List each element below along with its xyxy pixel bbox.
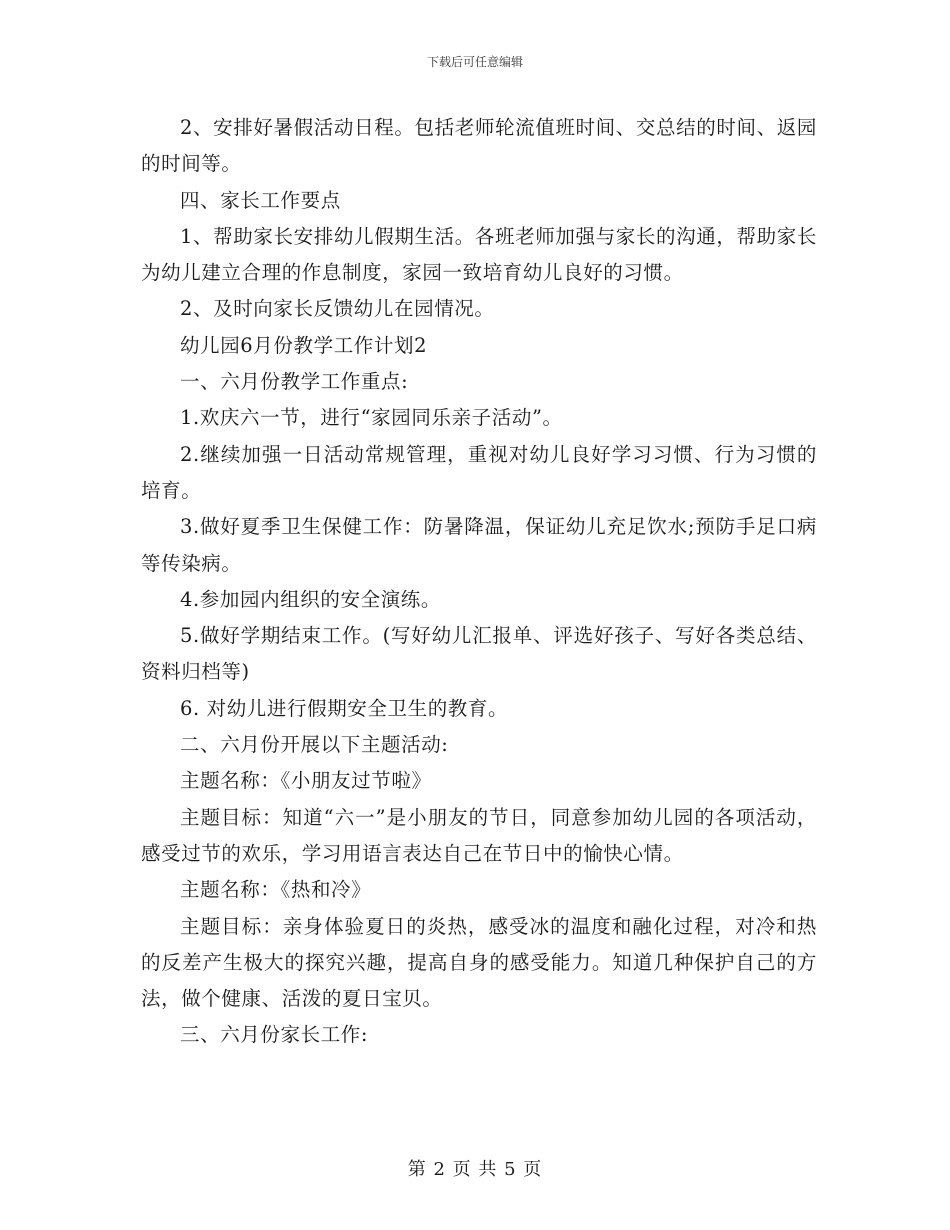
paragraph: 2.继续加强一日活动常规管理，重视对幼儿良好学习习惯、行为习惯的培育。 [141,442,817,502]
theme-name: 主题名称：《热和冷》 [180,878,372,902]
paragraph: 1、帮助家长安排幼儿假期生活。各班老师加强与家长的沟通，帮助家长为幼儿建立合理的作息制度，家园一致培育幼儿良好的习惯。 [141,224,817,285]
paragraph: 5.做好学期结束工作。(写好幼儿汇报单、评选好孩子、写好各类总结、资料归档等) [141,624,817,684]
paragraph: 1.欢庆六一节，进行“家园同乐亲子活动”。 [180,406,563,430]
paragraph: 2、安排好暑假活动日程。包括老师轮流值班时间、交总结的时间、返园的时间等。 [141,116,817,176]
section-heading: 三、六月份家长工作: [180,1023,369,1047]
paragraph: 2、及时向家长反馈幼儿在园情况。 [180,297,495,321]
header-note: 下载后可任意编辑 [426,55,523,69]
theme-name: 主题名称：《小朋友过节啦》 [180,769,432,793]
paragraph: 4.参加园内组织的安全演练。 [180,587,442,611]
section-heading: 一、六月份教学工作重点: [180,370,409,394]
section-heading: 四、家长工作要点 [180,188,341,212]
page-number-footer: 第 2 页 共 5 页 [407,1159,543,1180]
section-heading: 二、六月份开展以下主题活动: [180,733,449,757]
document-title: 幼儿园6月份教学工作计划2 [180,333,428,357]
document-body [141,110,817,1054]
paragraph: 6. 对幼儿进行假期安全卫生的教育。 [180,696,509,720]
paragraph: 3.做好夏季卫生保健工作：防暑降温，保证幼儿充足饮水;预防手足口病等传染病。 [141,515,817,575]
theme-goal: 主题目标：知道“六一”是小朋友的节日，同意参加幼儿园的各项活动，感受过节的欢乐，学习用语言表达自己在节日中的愉快心情。 [141,805,817,865]
theme-goal: 主题目标：亲身体验夏日的炎热，感受冰的温度和融化过程，对冷和热的反差产生极大的探究兴趣，提高自身的感受能力。知道几种保护自己的方法，做个健康、活泼的夏日宝贝。 [141,914,817,1011]
